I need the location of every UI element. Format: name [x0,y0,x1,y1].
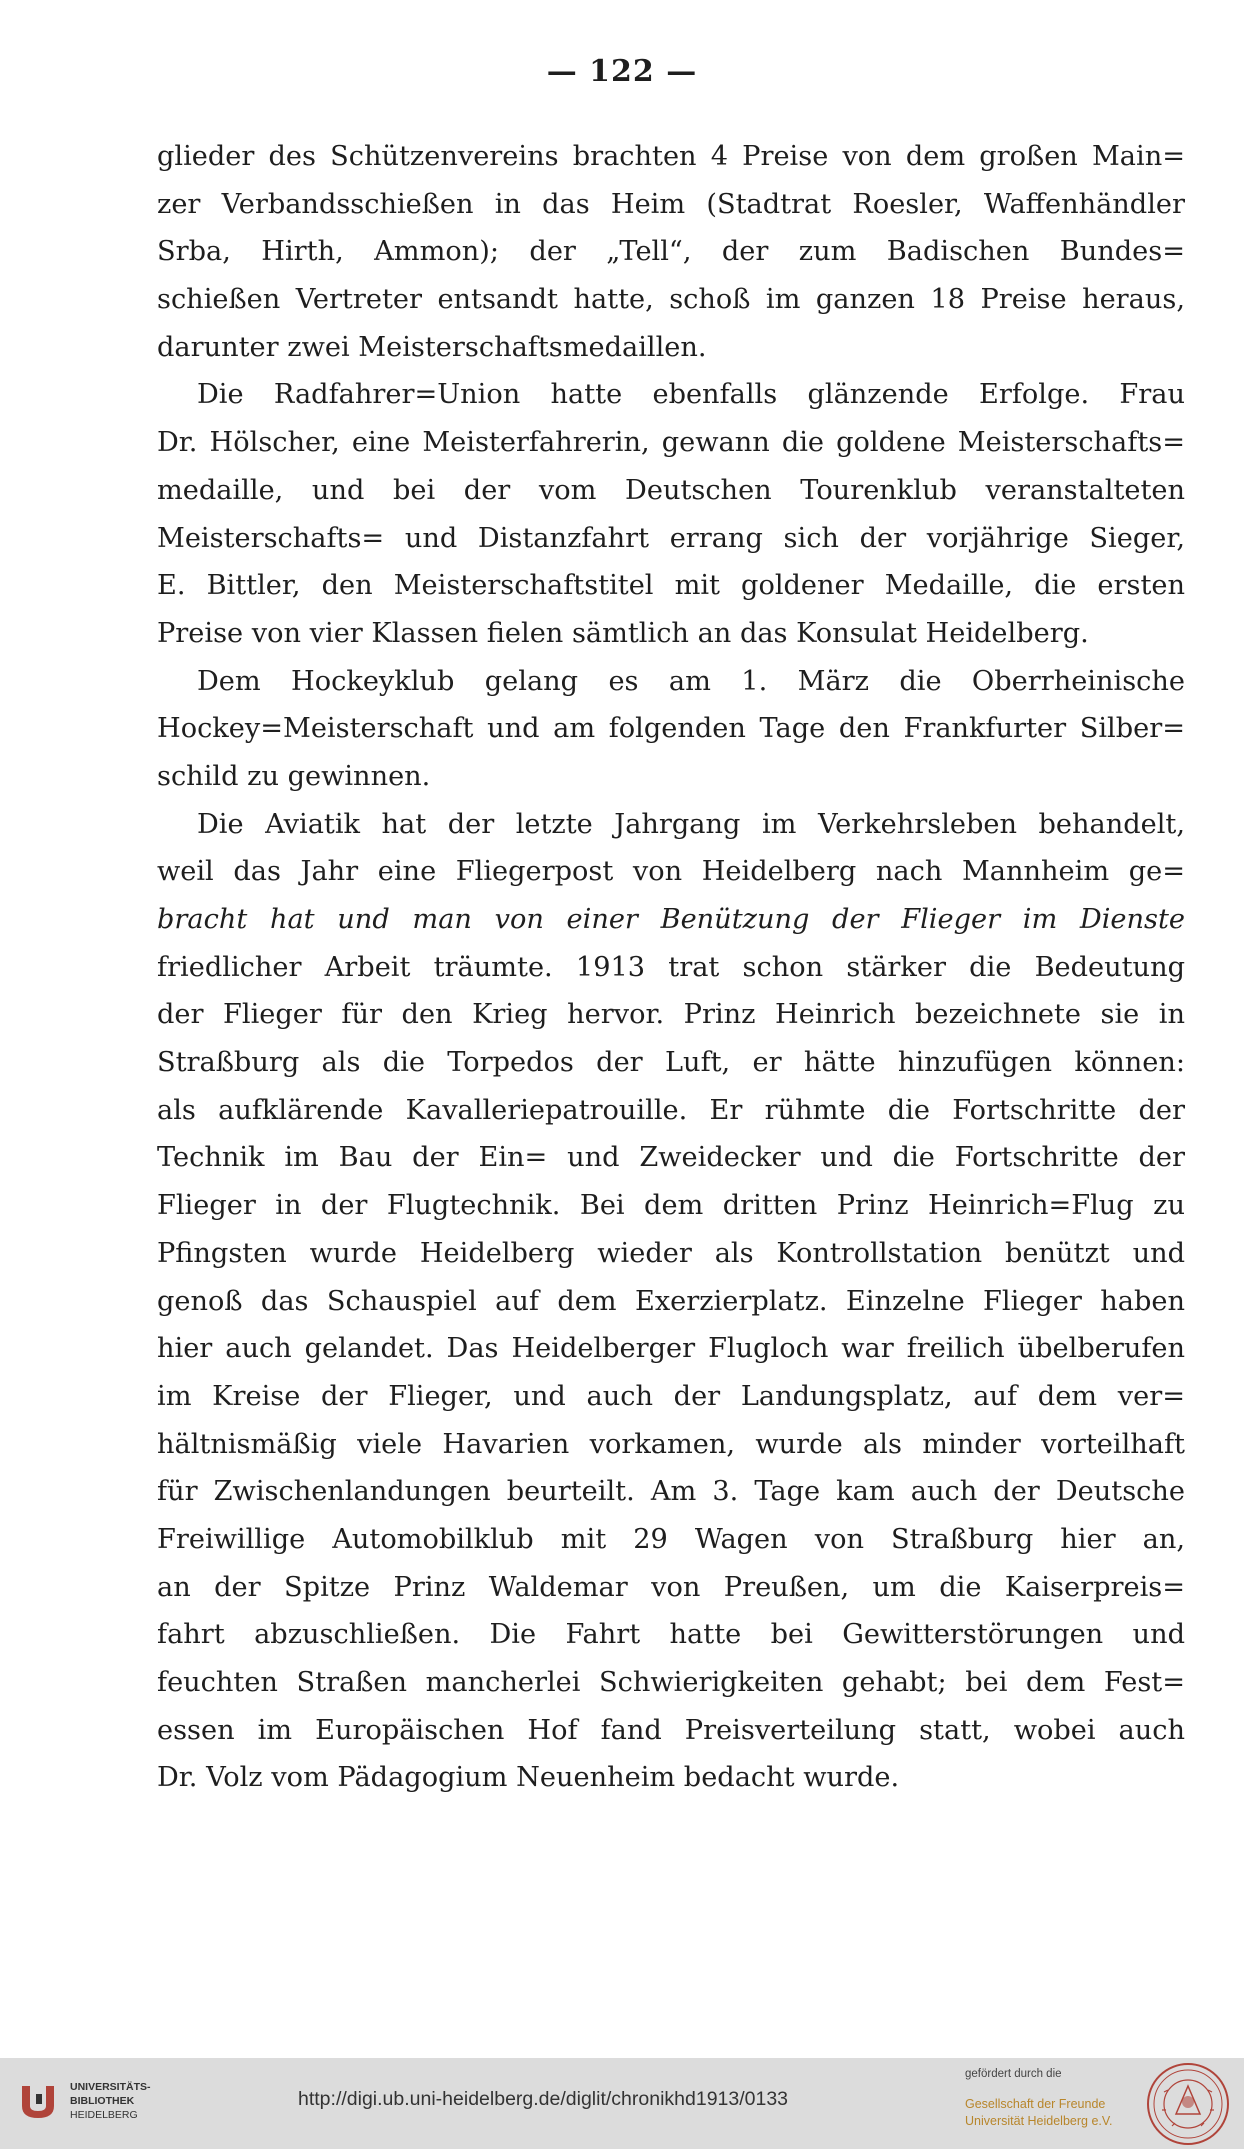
paragraph-start-line: Die Radfahrer=Union hatte ebenfalls glänzende Erfolge. Frau [197,379,1185,411]
text-line: Pfingsten wurde Heidelberg wieder als Kontrollstation benützt und [157,1237,1185,1269]
sponsor-label: gefördert durch die [965,2068,1062,2080]
text-line: Dr. Hölscher, eine Meisterfahrerin, gewann die goldene Meisterschafts= [157,427,1185,459]
sponsor-name-line: Gesellschaft der Freunde [965,2097,1106,2111]
text-line: genoß das Schauspiel auf dem Exerzierplatz. Einzelne Flieger haben [157,1285,1185,1317]
text-line: im Kreise der Flieger, und auch der Landungsplatz, auf dem ver= [157,1380,1185,1412]
footer-bar [0,2058,1244,2149]
text-line: für Zwischenlandungen beurteilt. Am 3. Tage kam auch der Deutsche [157,1476,1185,1508]
text-line: als aufklärende Kavalleriepatrouille. Er rühmte die Fortschritte der [157,1094,1185,1126]
ub-heidelberg-logo-icon[interactable] [16,2080,60,2124]
text-line: weil das Jahr eine Fliegerpost von Heidelberg nach Mannheim ge= [157,856,1185,888]
paragraph-start-line: Die Aviatik hat der letzte Jahrgang im Verkehrsleben behandelt, [197,808,1185,840]
text-line: zer Verbandsschießen in das Heim (Stadtrat Roesler, Waffenhändler [157,188,1185,220]
text-line: Preise von vier Klassen fielen sämtlich an das Konsulat Heidelberg. [157,617,1089,649]
text-line: an der Spitze Prinz Waldemar von Preußen, um die Kaiserpreis= [157,1571,1185,1603]
text-line: Meisterschafts= und Distanzfahrt errang sich der vorjährige Sieger, [157,522,1185,554]
text-line: E. Bittler, den Meisterschaftstitel mit goldener Medaille, die ersten [157,570,1185,602]
text-line: schild zu gewinnen. [157,760,431,792]
text-line: hältnismäßig viele Havarien vorkamen, wurde als minder vorteilhaft [157,1428,1185,1460]
text-line: fahrt abzuschließen. Die Fahrt hatte bei Gewitterstörungen und [157,1619,1185,1651]
text-line: Straßburg als die Torpedos der Luft, er hätte hinzufügen können: [157,1047,1185,1079]
page-number: — 122 — [546,54,698,89]
paragraph-start-line: Dem Hockeyklub gelang es am 1. März die Oberrheinische [197,665,1185,697]
library-name-line: BIBLIOTHEK [70,2095,135,2107]
text-line: schießen Vertreter entsandt hatte, schoß im ganzen 18 Preise heraus, [157,284,1185,316]
text-line: hier auch gelandet. Das Heidelberger Flugloch war freilich übelberufen [157,1333,1185,1365]
text-line: darunter zwei Meisterschaftsmedaillen. [157,331,707,363]
text-line: Freiwillige Automobilklub mit 29 Wagen von Straßburg hier an, [157,1523,1185,1555]
text-line: glieder des Schützenvereins brachten 4 Preise von dem großen Main= [157,141,1185,172]
library-name [70,2080,151,2122]
text-line: feuchten Straßen mancherlei Schwierigkeiten gehabt; bei dem Fest= [157,1667,1185,1698]
text-line: medaille, und bei der vom Deutschen Tourenklub veranstalteten [157,474,1185,506]
text-line: der Flieger für den Krieg hervor. Prinz Heinrich bezeichnete sie in [157,999,1185,1031]
text-line: Technik im Bau der Ein= und Zweidecker und die Fortschritte der [157,1142,1185,1174]
library-name-line: HEIDELBERG [70,2109,138,2121]
text-line: friedlicher Arbeit träumte. 1913 trat schon stärker die Bedeutung [157,951,1185,983]
sponsor-name[interactable] [965,2096,1113,2130]
text-line: bracht hat und man von einer Benützung der Flieger im Dienste [157,904,1185,935]
text-line: Dr. Volz vom Pädagogium Neuenheim bedacht wurde. [157,1762,900,1794]
text-line: Srba, Hirth, Ammon); der „Tell“, der zum Badischen Bundes= [157,236,1185,268]
library-name-line: UNIVERSITÄTS- [70,2081,151,2093]
permalink-url[interactable]: http://digi.ub.uni-heidelberg.de/diglit/chronikhd1913/0133 [298,2088,789,2110]
text-line: essen im Europäischen Hof fand Preisverteilung statt, wobei auch [157,1714,1185,1746]
text-line: Hockey=Meisterschaft und am folgenden Tage den Frankfurter Silber= [157,713,1185,745]
university-seal-icon [1146,2062,1230,2146]
sponsor-name-line: Universität Heidelberg e.V. [965,2114,1113,2128]
text-line: Flieger in der Flugtechnik. Bei dem dritten Prinz Heinrich=Flug zu [157,1190,1185,1222]
text-body [157,133,1185,1802]
